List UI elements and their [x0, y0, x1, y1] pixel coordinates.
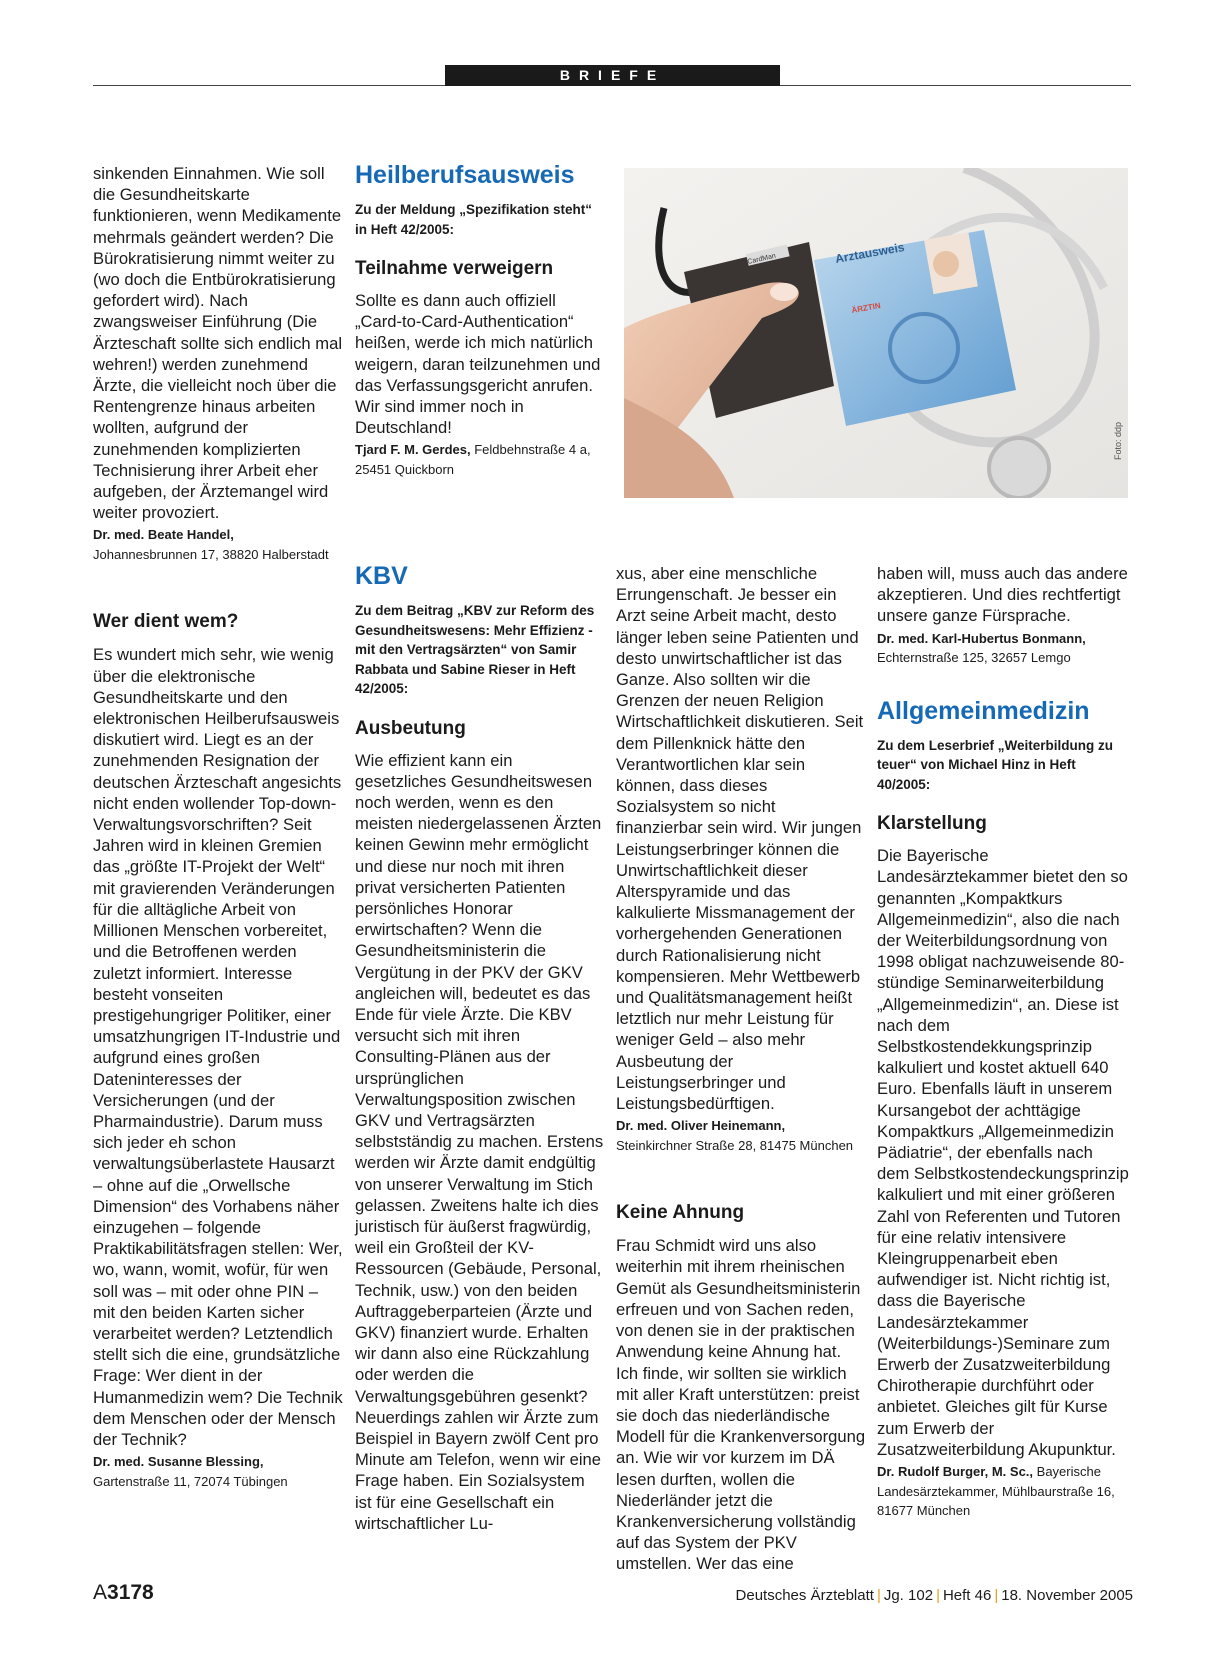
letter-title: Ausbeutung: [355, 717, 466, 739]
letter-signature: [877, 629, 1129, 668]
letter-continuation-text: xus, aber eine menschliche Errungenschaft. Je besser ein Arzt seine Arbeit macht, desto länger leben seine Patienten und desto unwirtschaftlicher ist das Ganze. Also sollten wir die Grenzen der neuen Religion Wirtschaftlichkeit diskutieren. Seit dem Pillenknick hätte den Verantwortlichen klar sein können, dass dieses Sozialsystem so nicht finanzierbar sein wird. Wir jungen Leistungserbringer können die Unwirtschaftlichkeit dieser Alterspyramide und das kalkulierte Missmanagement der vorhergehenden Generationen durch Rationalisierung nicht kompensieren. Mehr Wettbewerb und Qualitätsmanagement heißt letztlich nur mehr Leistung für weniger Geld – also mehr Ausbeutung der Leistungserbringer und Leistungsbedürftigen.: [616, 564, 864, 1114]
rubric-heading: Allgemeinmedizin: [877, 696, 1090, 725]
letter-continuation-text: sinkenden Einnahmen. Wie soll die Gesundheitskarte funktionieren, wenn Medikamente mehrmals geändert werden? Die Bürokratisierung nimmt weiter zu (wo doch die Entbürokratisierung gefordert wird). Nach zwangsweiser Einführung (Die Ärzteschaft sollte sich endlich mal wehren!) werden zunehmend Ärzte, die vielleicht noch über die Rentengrenze hinaus arbeiten wollten, aufgrund der zunehmenden komplizierten Technisierung ihrer Arbeit eher aufgeben, der Ärztemangel wird weiter provoziert.: [93, 164, 343, 523]
reference-line: Zu der Meldung „Spezifikation steht“ in Heft 42/2005:: [355, 202, 593, 237]
rubric-heading: KBV: [355, 562, 408, 590]
page-prefix: A: [93, 1581, 108, 1604]
journal-volume: Jg. 102: [883, 1587, 934, 1604]
letter-title: Teilnahme verweigern: [355, 258, 554, 279]
page-number-value: 3178: [107, 1581, 154, 1604]
letter-signature: [93, 525, 343, 564]
signature-name: Dr. med. Susanne Blessing,: [93, 1454, 264, 1470]
signature-name: Dr. med. Karl-Hubertus Bonmann,: [877, 630, 1086, 646]
photo-credit: Foto: ddp: [1113, 421, 1123, 460]
letter-continuation-text: haben will, muss auch das andere akzeptieren. Und dies rechtfertigt unsere ganze Fürsprache.: [877, 564, 1128, 626]
letter-text: Frau Schmidt wird uns also weiterhin mit ihrem rheinischen Gemüt als Gesundheitsministerin erfreuen und von Sachen reden, von denen sie in der praktischen Anwendung keine Ahnung hat. Ich finde, wir sollten sie wirklich mit aller Kraft unterstützen: preist sie doch das niederländische Modell für die Krankenversorgung an. Wie wir vor kurzem im DÄ lesen durften, wollen die Niederländer jetzt die Krankenversicherung vollständig auf das System der PKV umstellen. Wer das eine: [616, 1236, 866, 1574]
column-2: [355, 160, 605, 479]
letter-title: Wer dient wem?: [93, 611, 239, 633]
signature-address: Steinkirchner Straße 28, 81475 München: [616, 1137, 854, 1153]
letter-signature: [877, 1462, 1129, 1521]
signature-name: Tjard F. M. Gerdes,: [355, 442, 471, 458]
rubric-heading: Heilberufsausweis: [355, 161, 575, 189]
reference-line: Zu dem Leserbrief „Weiterbildung zu teuer“ von Michael Hinz in Heft 40/2005:: [877, 737, 1114, 792]
column-1: [93, 163, 343, 1491]
signature-name: Dr. Rudolf Burger, M. Sc.,: [877, 1464, 1034, 1479]
letter-text: Die Bayerische Landesärztekammer bietet den so genannten „Kompaktkurs Allgemeinmedizin“, also die nach der Weiterbildungsordnung von 1998 obligat nachzuweisende 80-stündige Seminarweiterbildung „Allgemeinmedizin“, an. Diese ist nach dem Selbstkostendekkungsprinzip kalkuliert und kostet aktuell 640 Euro. Ebenfalls läuft in unserem Kursangebot der achttägige Kompaktkurs „Allgemeinmedizin Pädiatrie“, der ebenfalls nach dem Selbstkostendeckungsprinzip kalkuliert und mit einer größeren Zahl von Referenten und Tutoren für eine relativ intensivere Kleingruppenarbeit eben aufwendiger ist. Nicht richtig ist, dass die Bayerische Landesärztekammer (Weiterbildungs-)Seminare zum Erwerb der Zusatzweiterbildung Chirotherapie durchführt oder anbietet. Gleiches gilt für Kurse zum Erwerb der Zusatzweiterbildung Akupunktur.: [877, 846, 1129, 1459]
letter-signature: [616, 1116, 866, 1155]
signature-address: Echternstraße 125, 32657 Lemgo: [877, 650, 1071, 666]
page-number: [93, 1581, 154, 1605]
card-title: Arztausweis: [834, 240, 906, 266]
card-badge: ÄRZTIN: [850, 301, 882, 315]
signature-address: Johannesbrunnen 17, 38820 Halberstadt: [93, 546, 329, 562]
letter-signature: [93, 1452, 343, 1491]
letter-signature: [355, 440, 605, 479]
letter-text: Es wundert mich sehr, wie wenig über die elektronische Gesundheitskarte und den elektronischen Heilberufsausweis diskutiert wird. Liegt es an der zunehmenden Resignation der deutschen Ärzteschaft angesichts nicht enden wollender Top-down-Verwaltungsvorschriften? Seit Jahren wird in kleinen Gremien das „größte IT-Projekt der Welt“ mit gravierenden Veränderungen für die alltägliche Arbeit von Millionen Menschen vorbereitet, und die Betroffenen werden zuletzt informiert. Interesse besteht vonseiten prestigehungriger Politiker, einer umsatzhungrigen IT-Industrie und aufgrund eines großen Dateninteresses der Versicherungen (und der Pharmaindustrie). Darum muss sich jeder eh schon verwaltungsüberlastete Hausarzt – ohne auf die „Orwellsche Dimension“ des Vorhabens näher einzugehen – folgende Praktikabilitätsfragen stellen: Wer, wo, wann, womit, wofür, für wen soll was – mit oder ohne PIN – mit den beiden Karten sicher verarbeitet werden? Letztendlich stellt sich die eine, grundsätzliche Frage: Wer dient in der Humanmedizin wem? Die Technik dem Menschen oder der Mensch der Technik?: [93, 645, 343, 1449]
photo-illustration: [624, 168, 1128, 498]
signature-address: Bayerische Landesärztekammer, Mühlbaurstraße 16, 81677 München: [877, 1464, 1115, 1518]
letter-text: Sollte es dann auch offiziell „Card-to-Card-Authentication“ heißen, werde ich mich natürlich weigern, daran teilzunehmen und das Verfassungsgericht anrufen. Wir sind immer noch in Deutschland!: [355, 291, 601, 438]
journal-info: Deutsches Ärzteblatt | Jg. 102 | Heft 46 | 18. November 2005: [735, 1587, 1133, 1604]
letter-title: Klarstellung: [877, 813, 987, 835]
reference-line: Zu dem Beitrag „KBV zur Reform des Gesundheitswesens: Mehr Effizienz - mit den Vertragsärzten“ von Samir Rabbata und Sabine Rieser in Heft 42/2005:: [355, 603, 595, 696]
signature-address: Feldbehnstraße 4 a, 25451 Quickborn: [355, 442, 591, 477]
signature-name: Dr. med. Beate Handel,: [93, 527, 234, 543]
column-4: [877, 563, 1129, 1521]
journal-name: Deutsches Ärzteblatt: [735, 1587, 874, 1604]
reader-label: CardMan: [746, 252, 777, 266]
column-2-lower: [355, 561, 605, 1534]
photo-health-card: [624, 168, 1128, 498]
signature-name: Dr. med. Oliver Heinemann,: [616, 1118, 786, 1134]
journal-issue: Heft 46: [942, 1587, 992, 1604]
letter-text: Wie effizient kann ein gesetzliches Gesundheitswesen noch werden, wenn es den meisten niedergelassenen Ärzten keinen Gewinn mehr ermöglicht und diese nur noch mit ihren privat versicherten Patienten persönliches Honorar erwirtschaften? Wenn die Gesundheitsministerin die Vergütung in der PKV der GKV angleichen will, bedeutet es das Ende für viele Ärzte. Die KBV versucht sich mit ihren Consulting-Plänen aus der ursprünglichen Verwaltungsposition zwischen GKV und Vertragsärzten selbstständig zu machen. Erstens werden wir Ärzte damit endgültig von unserer Verwaltung im Stich gelassen. Zweitens halte ich dies juristisch für äußerst fragwürdig, weil ein Großteil der KV-Ressourcen (Gebäude, Personal, Technik, usw.) von den beiden Auftraggeberparteien (Ärzte und GKV) finanziert wurde. Erhalten wir dann also eine Rückzahlung oder werden die Verwaltungsgebühren gesenkt? Neuerdings zahlen wir Ärzte zum Beispiel in Bayern zwölf Cent pro Minute am Telefon, wenn wir eine Frage haben. Ein Sozialsystem ist für eine Gesellschaft ein wirtschaftlicher Lu-: [355, 750, 604, 1533]
letter-title: Keine Ahnung: [616, 1202, 745, 1224]
journal-date: 18. November 2005: [1001, 1587, 1133, 1604]
signature-address: Gartenstraße 11, 72074 Tübingen: [93, 1473, 288, 1489]
section-label: BRIEFE: [445, 65, 780, 86]
column-3: [616, 563, 866, 1575]
